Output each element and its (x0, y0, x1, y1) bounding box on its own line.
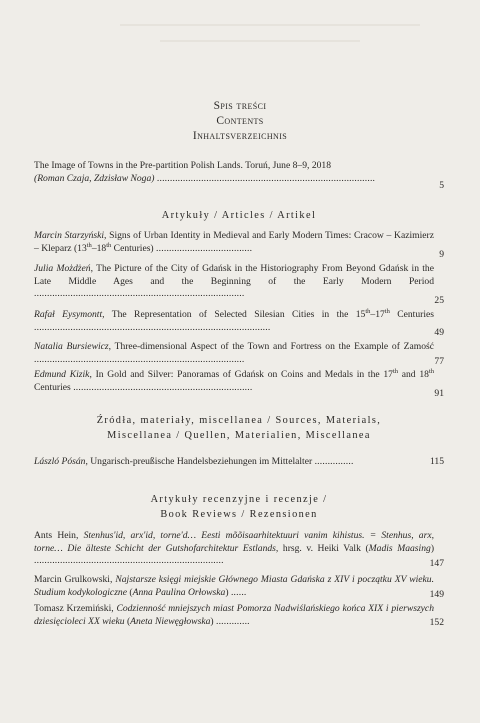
page-number: 77 (434, 356, 444, 367)
page-number: 149 (429, 589, 444, 600)
entry-author: Julia Możdżeń (34, 263, 91, 274)
page-number: 91 (434, 388, 444, 399)
entry-author: Edmund Kizik (34, 369, 90, 380)
entry-author: László Pósán (34, 456, 86, 467)
page-number: 115 (429, 456, 444, 467)
entry-reviewer: Aneta Niewęgłowska (130, 615, 211, 627)
bleed-through-mark (160, 40, 360, 42)
heading-german: Inhaltsverzeichnis (192, 130, 288, 142)
entry-title: , Signs of Urban Identity in Medieval and Early Modern Times: Cracow – Kazimierz – Kleparz (13 (34, 230, 434, 254)
entry-editors: (Roman Czaja, Zdzisław Noga) (34, 172, 155, 184)
entry-reviewer: Anna Paulina Orłowska (132, 586, 226, 598)
entry-author: Marcin Grulkowski, (34, 574, 116, 585)
section-heading-articles: Artykuły / Articles / Artikel (161, 210, 317, 221)
page-number: 9 (439, 249, 444, 260)
toc-entry-article[interactable]: Edmund Kizik, In Gold and Silver: Panoramas of Gdańsk on Coins and Medals in the 17th and 18th Centuries ..................................................................... (34, 367, 434, 393)
toc-entry-intro[interactable]: The Image of Towns in the Pre-partition Polish Lands. Toruń, June 8–9, 2018 (Roman Czaja, Zdzisław Noga) .................................................................................... (34, 160, 376, 184)
toc-entry-article[interactable]: Natalia Bursiewicz, Three-dimensional Aspect of the Town and Fortress on the Example of Zamość ................................................................................. (34, 341, 434, 365)
toc-entry-article[interactable]: Marcin Starzyński, Signs of Urban Identity in Medieval and Early Modern Times: Cracow – Kazimierz – Kleparz (13th–18th Centuries) ..................................... (34, 230, 434, 254)
entry-author: Natalia Bursiewicz (34, 341, 109, 352)
section-heading-reviews: Artykuły recenzyjne i recenzje / Book Reviews / Rezensionen (150, 494, 328, 520)
page-number: 5 (439, 180, 444, 191)
entry-author: Marcin Starzyński (34, 230, 105, 241)
page-number: 152 (429, 617, 444, 628)
entry-author: Rafał Eysymontt (34, 309, 103, 320)
page-number: 49 (434, 327, 444, 338)
toc-entry-review[interactable]: Ants Hein, Stenhus'id, arx'id, torne'd… Eesti mõõisaarhitektuuri vanim kihistus. = Stenhus, arx, torne… Die älteste Schicht der Gutshofarchitektur Estlands, hrsg. v. Heiki Valk (Madis Maasing) ......................................................................... (34, 530, 435, 567)
page-number: 147 (429, 558, 444, 569)
bleed-through-mark (120, 24, 420, 26)
entry-title: Stenhus'id, arx'id, torne'd… Eesti mõõisaarhitektuuri vanim kihistus. = Stenhus, arx, torne… Die älteste Schicht der Gutshofarchitektur Estlands, (34, 530, 434, 554)
entry-title: Codzienność mniejszych miast Pomorza Nadwiślańskiego końca XIX i pierwszych dziesięcioleci XX wieku (34, 603, 434, 627)
entry-author: Tomasz Krzemiński, (34, 603, 117, 614)
heading-polish: Spis treści (213, 100, 267, 112)
entry-title: , Ungarisch-preußische Handelsbeziehungen im Mittelalter (85, 456, 313, 467)
entry-author: Ants Hein, (34, 530, 84, 541)
page-number: 25 (434, 295, 444, 306)
entry-title: , The Representation of Selected Silesian Cities in the 15 (102, 309, 366, 320)
toc-entry-source[interactable]: László Pósán, Ungarisch-preußische Handelsbeziehungen im Mittelalter ............... (34, 456, 354, 467)
toc-entry-review[interactable]: Marcin Grulkowski, Najstarsze księgi miejskie Głównego Miasta Gdańska z XIV i początku XV wieku. Studium kodykologiczne (Anna Paulina Orłowska) ...... (34, 574, 434, 598)
toc-entry-article[interactable]: Julia Możdżeń, The Picture of the City of Gdańsk in the Historiography From Beyond Gdańsk in the Late Middle Ages and the Beginning of the Early Modern Period ................................................................................. (34, 263, 434, 300)
entry-title: , Three-dimensional Aspect of the Town and Fortress on the Example of Zamość (108, 341, 434, 352)
toc-entry-review[interactable]: Tomasz Krzemiński, Codzienność mniejszych miast Pomorza Nadwiślańskiego końca XIX i pierwszych dziesięcioleci XX wieku (Aneta Niewęgłowska) ............. (34, 603, 434, 627)
heading-english: Contents (216, 115, 264, 127)
entry-title: , The Picture of the City of Gdańsk in the Historiography From Beyond Gdańsk in the Late Middle Ages and the Beginning of the Early Modern Period (34, 263, 434, 287)
entry-reviewer: Madis Maasing (368, 542, 431, 554)
entry-title: Najstarsze księgi miejskie Głównego Miasta Gdańska z XIV i początku XV wieku. Studium kodykologiczne (34, 574, 434, 598)
entry-title: , In Gold and Silver: Panoramas of Gdańsk on Coins and Medals in the 17 (89, 369, 393, 380)
section-heading-sources: Źródła, materiały, miscellanea / Sources, Materials, Miscellanea / Quellen, Materialien, Miscellanea (96, 415, 382, 441)
entry-title: The Image of Towns in the Pre-partition Polish Lands. Toruń, June 8–9, 2018 (34, 160, 332, 171)
toc-entry-article[interactable]: Rafał Eysymontt, The Representation of Selected Silesian Cities in the 15th–17th Centuries ........................................................................................... (34, 307, 434, 333)
